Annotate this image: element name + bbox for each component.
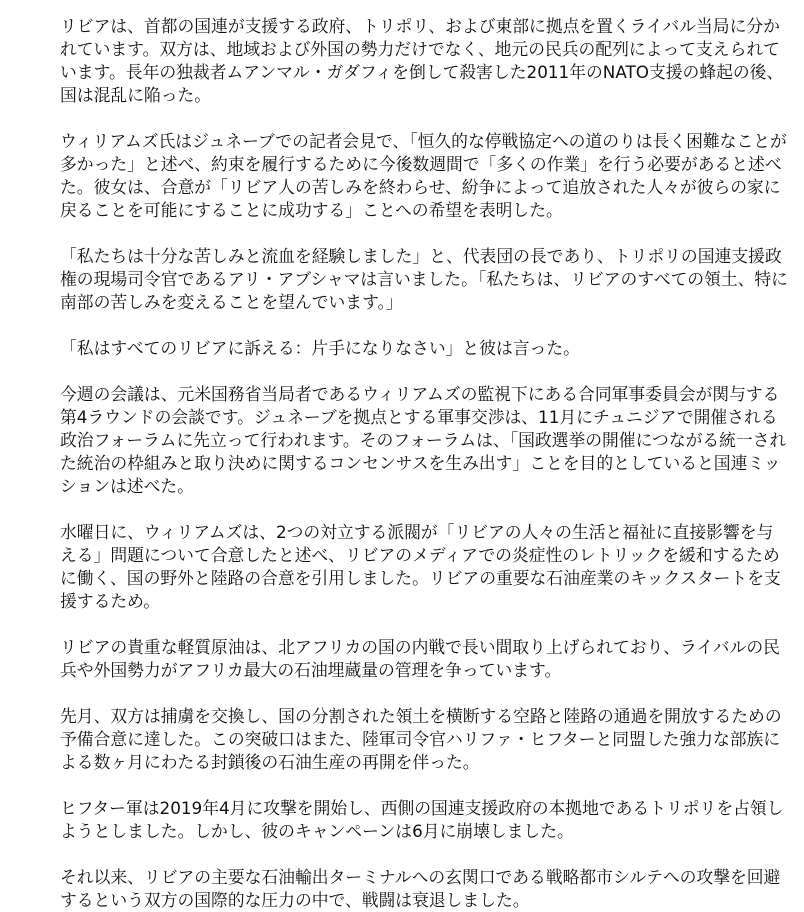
article-paragraph: 「私たちは十分な苦しみと流血を経験しました」と、代表団の長であり、トリポリの国連支援政権の現場司令官であるアリ・アブシャマは言いました。「私たちは、リビアのすべての領土、特に南部の苦しみを変えることを望んでいます。」: [60, 246, 788, 312]
article-paragraph: それ以来、リビアの主要な石油輸出ターミナルへの玄関口である戦略都市シルテへの攻撃を回避するという双方の国際的な圧力の中で、戦闘は衰退しました。: [60, 867, 781, 910]
article-paragraph: リビアの貴重な軽質原油は、北アフリカの国の内戦で長い間取り上げられており、ライバルの民兵や外国勢力がアフリカ最大の石油埋蔵量の管理を争っています。: [60, 637, 780, 680]
article-paragraph: ウィリアムズ氏はジュネーブでの記者会見で、「恒久的な停戦協定への道のりは長く困難なことが多かった」と述べ、約束を履行するために今後数週間で「多くの作業」を行う必要があると述べた。彼女は、合意が「リビア人の苦しみを終わらせ、紛争によって追放された人々が彼らの家に戻ることを可能にすることに成功する」ことへの希望を表明した。: [60, 131, 787, 220]
article-paragraph: 水曜日に、ウィリアムズは、2つの対立する派閥が「リビアの人々の生活と福祉に直接影響を与える」問題について合意したと述べ、リビアのメディアでの炎症性のレトリックを緩和するために働く、国の野外と陸路の合意を引用しました。リビアの重要な石油産業のキックスタートを支援するため。: [60, 522, 781, 611]
article-body: [60, 15, 788, 912]
article-paragraph: 先月、双方は捕虜を交換し、国の分割された領土を横断する空路と陸路の通過を開放するための予備合意に達した。この突破口はまた、陸軍司令官ハリファ・ヒフターと同盟した強力な部族による数ヶ月にわたる封鎖後の石油生産の再開を伴った。: [60, 706, 782, 772]
article-paragraph: 「私はすべてのリビアに訴える：片手になりなさい」と彼は言った。: [60, 338, 580, 358]
article-paragraph: ヒフター軍は2019年4月に攻撃を開始し、西側の国連支援政府の本拠地であるトリポリを占領しようとしました。しかし、彼のキャンペーンは6月に崩壊しました。: [60, 798, 784, 841]
article-paragraph: リビアは、首都の国連が支援する政府、トリポリ、および東部に拠点を置くライバル当局に分かれています。双方は、地域および外国の勢力だけでなく、地元の民兵の配列によって支えられています。長年の独裁者ムアンマル・ガダフィを倒して殺害した2011年のNATO支援の蜂起の後、国は混乱に陥った。: [60, 16, 784, 105]
article-paragraph: 今週の会議は、元米国務省当局者であるウィリアムズの監視下にある合同軍事委員会が関与する第4ラウンドの会談です。ジュネーブを拠点とする軍事交渉は、11月にチュニジアで開催される政治フォーラムに先立って行われます。そのフォーラムは、「国政選挙の開催につながる統一された統治の枠組みと取り決めに関するコンセンサスを生み出す」ことを目的としていると国連ミッションは述べた。: [60, 384, 787, 496]
